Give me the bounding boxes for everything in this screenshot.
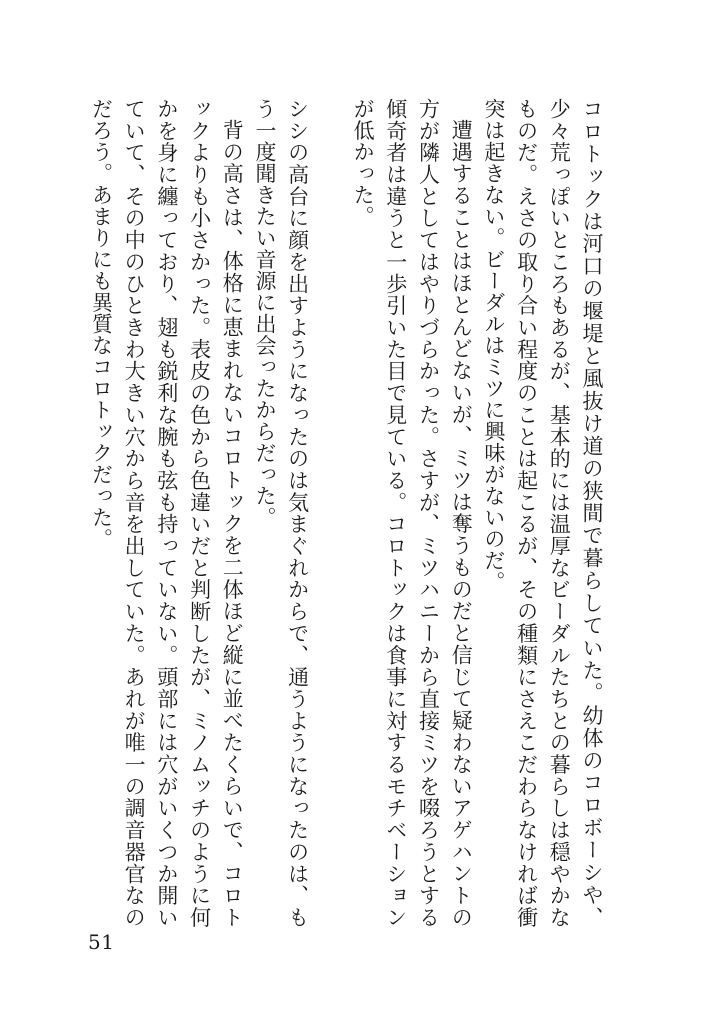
page-number: 51: [88, 930, 115, 954]
paragraph-1: コロトックは河口の堰堤と風抜け道の狭間で暮らしていた。幼体のコロボーシや、少々荒っぽいところもあるが、基本的には温厚なビーダルたちとの暮らしは穏やかなものだ。えさの取り合い程度のことは起こるが、その種類にさえこだわらなければ衝突は起きない。ビーダルはミツに興味がないのだ。: [481, 98, 604, 928]
paragraph-2: 遭遇することはほとんどないが、ミツは奪うものだと信じて疑わないアゲハントの方が隣人としてはやりづらかった。さすが、ミツハニーから直接ミツを啜ろうとする傾奇者は違うと一歩引いた目で見ている。コロトックは食事に対するモチベーションが低かった。: [351, 98, 474, 928]
paragraph-3: シシの高台に顔を出すようになったのは気まぐれからで、通うようになったのは、もう一度聞きたい音源に出会ったからだった。: [252, 98, 310, 928]
paragraph-4: 背の高さは、体格に恵まれないコロトックを二体ほど縦に並べたくらいで、コロトックよりも小さかった。表皮の色から色違いだと判断したが、ミノムッチのように何かを身に纏っており、翅も鋭利な腕も弦も持っていない。頭部には穴がいくつか開いていて、その中のひときわ大きい穴から音を出していた。あれが唯一の調音器官なのだろう。あまりにも異質なコロトックだった。: [89, 98, 245, 928]
vertical-text-body: [89, 98, 608, 928]
blank-line: [314, 98, 347, 928]
